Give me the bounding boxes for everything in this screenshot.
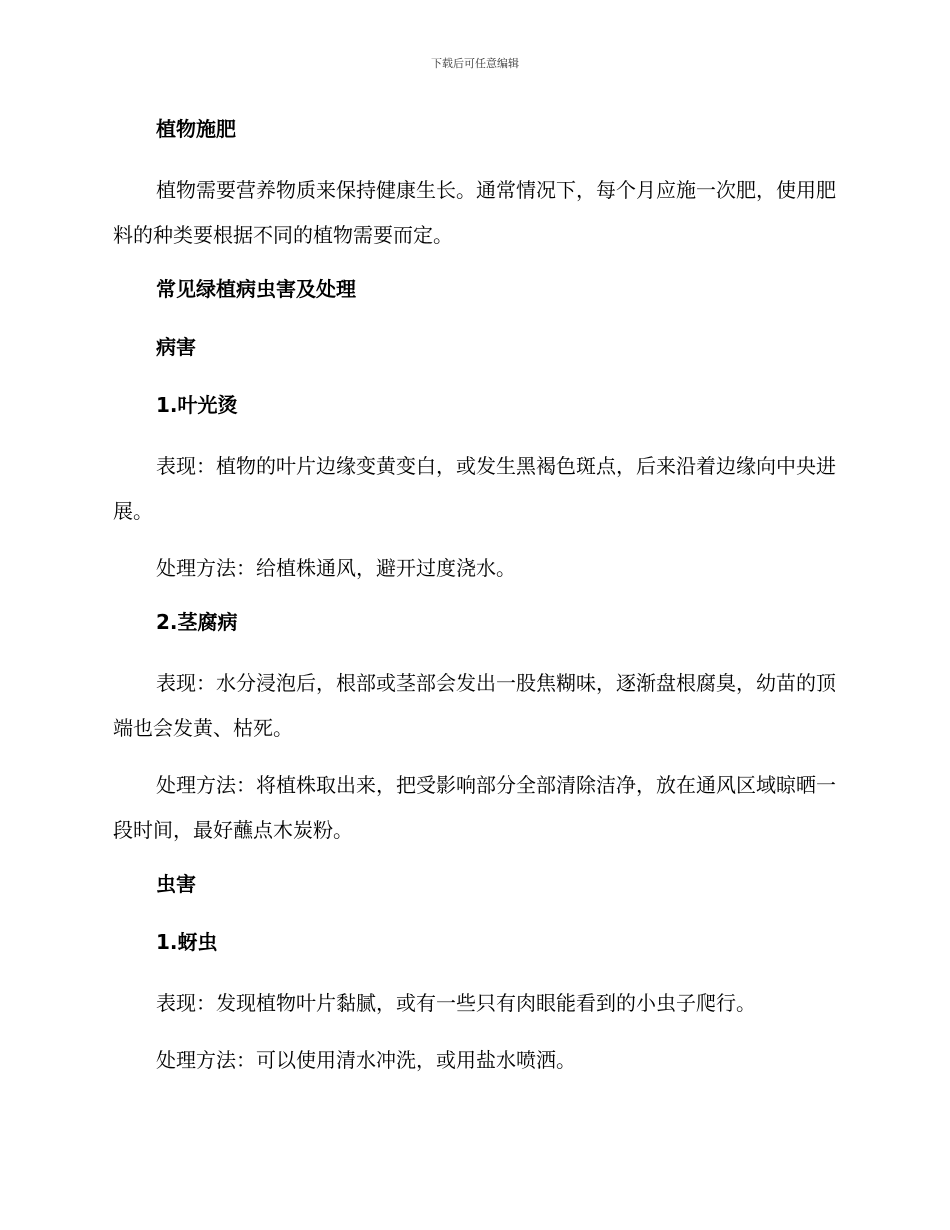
section-heading: 病害 xyxy=(156,335,196,359)
paragraph: 植物需要营养物质来保持健康生长。通常情况下，每个月应施一次肥，使用肥料的种类要根据不同的植物需要而定。 xyxy=(113,178,836,247)
section-heading: 虫害 xyxy=(156,872,196,896)
document-body xyxy=(113,110,838,1095)
paragraph: 处理方法：可以使用清水冲洗，或用盐水喷洒。 xyxy=(156,1048,576,1072)
paragraph: 表现：水分浸泡后，根部或茎部会发出一股焦糊味，逐渐盘根腐臭，幼苗的顶端也会发黄、枯死。 xyxy=(113,671,836,740)
subsection-heading: 1.叶光烫 xyxy=(156,393,238,417)
subsection-heading: 2.茎腐病 xyxy=(156,610,238,634)
section-heading: 常见绿植病虫害及处理 xyxy=(156,277,356,301)
paragraph: 处理方法：给植株通风，避开过度浇水。 xyxy=(156,556,516,580)
page-header: 下载后可任意编辑 xyxy=(431,57,519,70)
section-heading: 植物施肥 xyxy=(156,117,236,141)
paragraph: 表现：植物的叶片边缘变黄变白，或发生黑褐色斑点，后来沿着边缘向中央进展。 xyxy=(113,454,836,523)
paragraph: 处理方法：将植株取出来，把受影响部分全部清除洁净，放在通风区域晾晒一段时间，最好蘸点木炭粉。 xyxy=(113,773,836,842)
paragraph: 表现：发现植物叶片黏腻，或有一些只有肉眼能看到的小虫子爬行。 xyxy=(156,991,756,1015)
subsection-heading: 1.蚜虫 xyxy=(156,930,218,954)
